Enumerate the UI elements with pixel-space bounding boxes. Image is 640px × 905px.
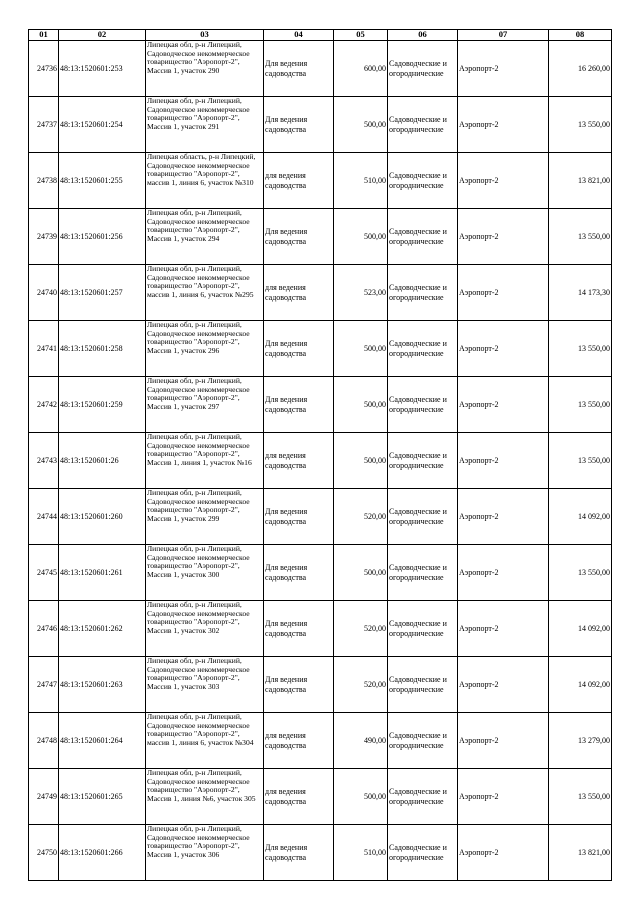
permitted-use-cell: Для ведения садоводства [264, 209, 334, 265]
cadastral-value-cell: 13 550,00 [549, 433, 612, 489]
table-row [29, 97, 612, 153]
cadastral-value-cell: 13 821,00 [549, 825, 612, 881]
address-cell: Липецкая область, р-н Липецкий, Садоводческое некоммерческое товарищество "Аэропорт-2", массив 1, линия 6, участок №310 [146, 153, 264, 209]
cadastral-number-cell: 48:13:1520601:256 [59, 209, 146, 265]
cadastral-number-cell: 48:13:1520601:259 [59, 377, 146, 433]
cadastral-number-cell: 48:13:1520601:26 [59, 433, 146, 489]
land-category-cell: Садоводческие и огороднические [388, 601, 458, 657]
cadastral-value-cell: 14 173,30 [549, 265, 612, 321]
cadastral-value-cell: 13 279,00 [549, 713, 612, 769]
land-category-cell: Садоводческие и огороднические [388, 153, 458, 209]
table-row [29, 265, 612, 321]
cadastral-value-cell: 13 550,00 [549, 209, 612, 265]
partnership-name-cell: Аэропорт-2 [458, 265, 549, 321]
table-row [29, 209, 612, 265]
address-cell: Липецкая обл, р-н Липецкий, Садоводческое некоммерческое товарищество "Аэропорт-2", Массив 1, участок 290 [146, 41, 264, 97]
permitted-use-cell: Для ведения садоводства [264, 545, 334, 601]
table-row [29, 769, 612, 825]
cadastral-value-cell: 13 550,00 [549, 769, 612, 825]
address-cell: Липецкая обл, р-н Липецкий, Садоводческое некоммерческое товарищество "Аэропорт-2", Массив 1, участок 302 [146, 601, 264, 657]
area-cell: 510,00 [334, 825, 388, 881]
record-id-cell: 24736 [29, 41, 59, 97]
table-row [29, 545, 612, 601]
partnership-name-cell: Аэропорт-2 [458, 489, 549, 545]
col-header-03: 03 [146, 30, 264, 41]
table-row [29, 433, 612, 489]
address-cell: Липецкая обл, р-н Липецкий, Садоводческое некоммерческое товарищество "Аэропорт-2", Массив 1, участок 297 [146, 377, 264, 433]
partnership-name-cell: Аэропорт-2 [458, 209, 549, 265]
permitted-use-cell: для ведения садоводства [264, 713, 334, 769]
permitted-use-cell: Для ведения садоводства [264, 377, 334, 433]
address-cell: Липецкая обл, р-н Липецкий, Садоводческое некоммерческое товарищество "Аэропорт-2", Массив 1, участок 300 [146, 545, 264, 601]
col-header-06: 06 [388, 30, 458, 41]
area-cell: 500,00 [334, 209, 388, 265]
partnership-name-cell: Аэропорт-2 [458, 97, 549, 153]
cadastral-value-cell: 13 550,00 [549, 321, 612, 377]
col-header-01: 01 [29, 30, 59, 41]
table-row [29, 657, 612, 713]
permitted-use-cell: Для ведения садоводства [264, 825, 334, 881]
area-cell: 500,00 [334, 769, 388, 825]
record-id-cell: 24740 [29, 265, 59, 321]
cadastral-value-cell: 16 260,00 [549, 41, 612, 97]
partnership-name-cell: Аэропорт-2 [458, 769, 549, 825]
cadastral-number-cell: 48:13:1520601:253 [59, 41, 146, 97]
land-category-cell: Садоводческие и огороднические [388, 265, 458, 321]
land-category-cell: Садоводческие и огороднические [388, 769, 458, 825]
partnership-name-cell: Аэропорт-2 [458, 825, 549, 881]
cadastral-number-cell: 48:13:1520601:265 [59, 769, 146, 825]
table-row [29, 713, 612, 769]
cadastral-number-cell: 48:13:1520601:264 [59, 713, 146, 769]
record-id-cell: 24748 [29, 713, 59, 769]
address-cell: Липецкая обл, р-н Липецкий, Садоводческое некоммерческое товарищество "Аэропорт-2", Массив 1, участок 296 [146, 321, 264, 377]
address-cell: Липецкая обл, р-н Липецкий, Садоводческое некоммерческое товарищество "Аэропорт-2", Массив 1, участок 294 [146, 209, 264, 265]
table-row [29, 825, 612, 881]
cadastral-number-cell: 48:13:1520601:258 [59, 321, 146, 377]
permitted-use-cell: Для ведения садоводства [264, 97, 334, 153]
record-id-cell: 24745 [29, 545, 59, 601]
record-id-cell: 24741 [29, 321, 59, 377]
area-cell: 600,00 [334, 41, 388, 97]
address-cell: Липецкая обл, р-н Липецкий, Садоводческое некоммерческое товарищество "Аэропорт-2", Массив 1, участок 303 [146, 657, 264, 713]
address-cell: Липецкая обл, р-н Липецкий, Садоводческое некоммерческое товарищество "Аэропорт-2", массив 1, линия 6, участок №295 [146, 265, 264, 321]
cadastral-value-cell: 14 092,00 [549, 489, 612, 545]
record-id-cell: 24746 [29, 601, 59, 657]
land-plot-table [28, 29, 612, 881]
cadastral-number-cell: 48:13:1520601:263 [59, 657, 146, 713]
record-id-cell: 24739 [29, 209, 59, 265]
col-header-08: 08 [549, 30, 612, 41]
address-cell: Липецкая обл, р-н Липецкий, Садоводческое некоммерческое товарищество "Аэропорт-2", Массив 1, участок 306 [146, 825, 264, 881]
land-category-cell: Садоводческие и огороднические [388, 713, 458, 769]
record-id-cell: 24742 [29, 377, 59, 433]
area-cell: 500,00 [334, 545, 388, 601]
permitted-use-cell: для ведения садоводства [264, 153, 334, 209]
area-cell: 500,00 [334, 377, 388, 433]
land-category-cell: Садоводческие и огороднические [388, 545, 458, 601]
permitted-use-cell: Для ведения садоводства [264, 489, 334, 545]
table-row [29, 321, 612, 377]
partnership-name-cell: Аэропорт-2 [458, 545, 549, 601]
cadastral-number-cell: 48:13:1520601:262 [59, 601, 146, 657]
record-id-cell: 24750 [29, 825, 59, 881]
partnership-name-cell: Аэропорт-2 [458, 377, 549, 433]
cadastral-number-cell: 48:13:1520601:255 [59, 153, 146, 209]
partnership-name-cell: Аэропорт-2 [458, 657, 549, 713]
record-id-cell: 24738 [29, 153, 59, 209]
address-cell: Липецкая обл, р-н Липецкий, Садоводческое некоммерческое товарищество "Аэропорт-2", Массив 1, участок 291 [146, 97, 264, 153]
record-id-cell: 24749 [29, 769, 59, 825]
address-cell: Липецкая обл, р-н Липецкий, Садоводческое некоммерческое товарищество "Аэропорт-2", массив 1, линия 6, участок №304 [146, 713, 264, 769]
col-header-05: 05 [334, 30, 388, 41]
record-id-cell: 24747 [29, 657, 59, 713]
partnership-name-cell: Аэропорт-2 [458, 153, 549, 209]
cadastral-number-cell: 48:13:1520601:266 [59, 825, 146, 881]
permitted-use-cell: Для ведения садоводства [264, 321, 334, 377]
partnership-name-cell: Аэропорт-2 [458, 713, 549, 769]
cadastral-number-cell: 48:13:1520601:260 [59, 489, 146, 545]
permitted-use-cell: для ведения садоводства [264, 433, 334, 489]
cadastral-value-cell: 14 092,00 [549, 601, 612, 657]
area-cell: 520,00 [334, 601, 388, 657]
cadastral-value-cell: 14 092,00 [549, 657, 612, 713]
permitted-use-cell: для ведения садоводства [264, 769, 334, 825]
area-cell: 510,00 [334, 153, 388, 209]
permitted-use-cell: Для ведения садоводства [264, 657, 334, 713]
address-cell: Липецкая обл, р-н Липецкий, Садоводческое некоммерческое товарищество "Аэропорт-2", Массив 1, линия №6, участок 305 [146, 769, 264, 825]
land-category-cell: Садоводческие и огороднические [388, 825, 458, 881]
col-header-07: 07 [458, 30, 549, 41]
land-category-cell: Садоводческие и огороднические [388, 489, 458, 545]
permitted-use-cell: Для ведения садоводства [264, 601, 334, 657]
cadastral-value-cell: 13 550,00 [549, 97, 612, 153]
cadastral-value-cell: 13 821,00 [549, 153, 612, 209]
permitted-use-cell: для ведения садоводства [264, 265, 334, 321]
area-cell: 523,00 [334, 265, 388, 321]
cadastral-value-cell: 13 550,00 [549, 545, 612, 601]
land-category-cell: Садоводческие и огороднические [388, 377, 458, 433]
table-row [29, 377, 612, 433]
land-category-cell: Садоводческие и огороднические [388, 657, 458, 713]
cadastral-value-cell: 13 550,00 [549, 377, 612, 433]
table-row [29, 41, 612, 97]
partnership-name-cell: Аэропорт-2 [458, 41, 549, 97]
col-header-02: 02 [59, 30, 146, 41]
cadastral-number-cell: 48:13:1520601:254 [59, 97, 146, 153]
partnership-name-cell: Аэропорт-2 [458, 601, 549, 657]
table-row [29, 489, 612, 545]
land-category-cell: Садоводческие и огороднические [388, 321, 458, 377]
area-cell: 500,00 [334, 321, 388, 377]
record-id-cell: 24744 [29, 489, 59, 545]
table-row [29, 601, 612, 657]
cadastral-number-cell: 48:13:1520601:257 [59, 265, 146, 321]
partnership-name-cell: Аэропорт-2 [458, 433, 549, 489]
record-id-cell: 24743 [29, 433, 59, 489]
address-cell: Липецкая обл, р-н Липецкий, Садоводческое некоммерческое товарищество "Аэропорт-2", Массив 1, линия 1, участок №16 [146, 433, 264, 489]
header-row [29, 30, 612, 41]
area-cell: 500,00 [334, 97, 388, 153]
partnership-name-cell: Аэропорт-2 [458, 321, 549, 377]
record-id-cell: 24737 [29, 97, 59, 153]
area-cell: 520,00 [334, 657, 388, 713]
land-category-cell: Садоводческие и огороднические [388, 97, 458, 153]
area-cell: 520,00 [334, 489, 388, 545]
area-cell: 490,00 [334, 713, 388, 769]
table-row [29, 153, 612, 209]
area-cell: 500,00 [334, 433, 388, 489]
land-category-cell: Садоводческие и огороднические [388, 41, 458, 97]
cadastral-number-cell: 48:13:1520601:261 [59, 545, 146, 601]
permitted-use-cell: Для ведения садоводства [264, 41, 334, 97]
land-category-cell: Садоводческие и огороднические [388, 433, 458, 489]
land-category-cell: Садоводческие и огороднические [388, 209, 458, 265]
col-header-04: 04 [264, 30, 334, 41]
address-cell: Липецкая обл, р-н Липецкий, Садоводческое некоммерческое товарищество "Аэропорт-2", Массив 1, участок 299 [146, 489, 264, 545]
